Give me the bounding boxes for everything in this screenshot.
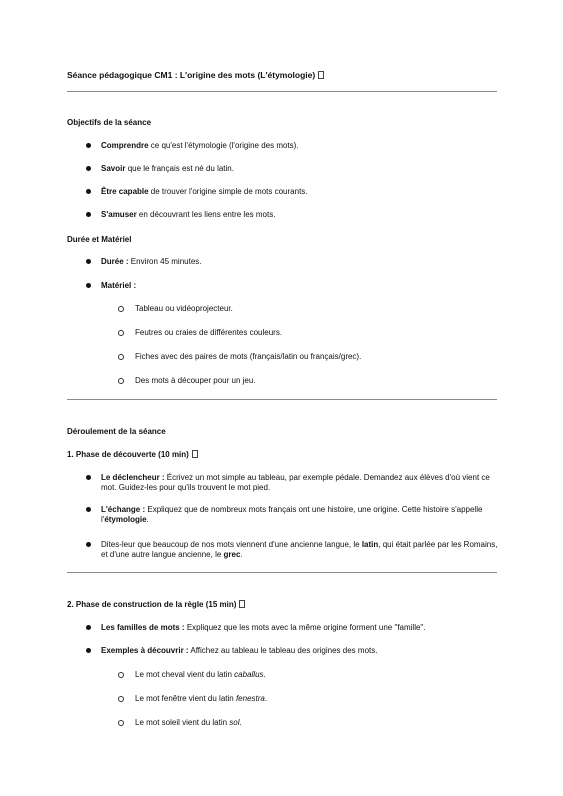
sub-bullet-icon (118, 672, 124, 678)
bullet-icon (86, 625, 91, 630)
sub-list-item: Des mots à découper pour un jeu. (135, 376, 256, 385)
sub-bullet-icon (118, 696, 124, 702)
bullet-icon (86, 166, 91, 171)
missing-glyph-icon (318, 71, 324, 79)
sub-bullet-icon (118, 378, 124, 384)
list-item: Savoir que le français est né du latin. (101, 164, 234, 173)
list-item: Être capable de trouver l'origine simple de mots courants. (101, 187, 308, 196)
bullet-icon (86, 648, 91, 653)
sub-bullet-icon (118, 354, 124, 360)
divider (67, 91, 497, 92)
sub-list-item: Tableau ou vidéoprojecteur. (135, 304, 233, 313)
document-title: Séance pédagogique CM1 : L'origine des mots (L'étymologie) (67, 70, 324, 80)
bullet-icon (86, 542, 91, 547)
section-heading-objectifs: Objectifs de la séance (67, 118, 152, 127)
list-item: L'échange : Expliquez que de nombreux mots français ont une histoire, une origine. Cette histoire s'appelle l'étymologie. (101, 505, 483, 524)
bullet-icon (86, 189, 91, 194)
sub-bullet-icon (118, 720, 124, 726)
list-item: Le déclencheur : Écrivez un mot simple au tableau, par exemple pédale. Demandez aux élèves d'où vient ce mot. Guidez-les pour qu'ils trouvent le mot pied. (101, 473, 490, 492)
bullet-icon (86, 259, 91, 264)
sub-list-item: Le mot fenêtre vient du latin fenestra. (135, 694, 268, 703)
sub-list-item: Feutres ou craies de différentes couleurs. (135, 328, 283, 337)
sub-bullet-icon (118, 330, 124, 336)
sub-list-item: Le mot soleil vient du latin sol. (135, 718, 242, 727)
list-item: Exemples à découvrir : Affichez au tableau le tableau des origines des mots. (101, 646, 378, 655)
missing-glyph-icon (239, 600, 245, 608)
list-item: Comprendre ce qu'est l'étymologie (l'origine des mots). (101, 141, 299, 150)
list-item: Matériel : (101, 281, 137, 290)
sub-list-item: Le mot cheval vient du latin caballus. (135, 670, 266, 679)
list-item: Les familles de mots : Expliquez que les mots avec la même origine forment une "famille". (101, 623, 426, 632)
bullet-icon (86, 475, 91, 480)
sub-bullet-icon (118, 306, 124, 312)
list-item: S'amuser en découvrant les liens entre les mots. (101, 210, 276, 219)
divider (67, 572, 497, 573)
bullet-icon (86, 283, 91, 288)
bullet-icon (86, 143, 91, 148)
list-item: Dites-leur que beaucoup de nos mots viennent d'une ancienne langue, le latin, qui était parlée par les Romains, et d'une autre langue ancienne, le grec. (101, 540, 498, 559)
sub-list-item: Fiches avec des paires de mots (français/latin ou français/grec). (135, 352, 362, 361)
divider (67, 399, 497, 400)
bullet-icon (86, 507, 91, 512)
section-heading-deroulement: Déroulement de la séance (67, 427, 166, 436)
bullet-icon (86, 212, 91, 217)
list-item: Durée : Environ 45 minutes. (101, 257, 202, 266)
section-heading-duree: Durée et Matériel (67, 235, 132, 244)
missing-glyph-icon (192, 450, 198, 458)
phase2-heading: 2. Phase de construction de la règle (15 min) (67, 600, 245, 610)
phase1-heading: 1. Phase de découverte (10 min) (67, 450, 198, 460)
